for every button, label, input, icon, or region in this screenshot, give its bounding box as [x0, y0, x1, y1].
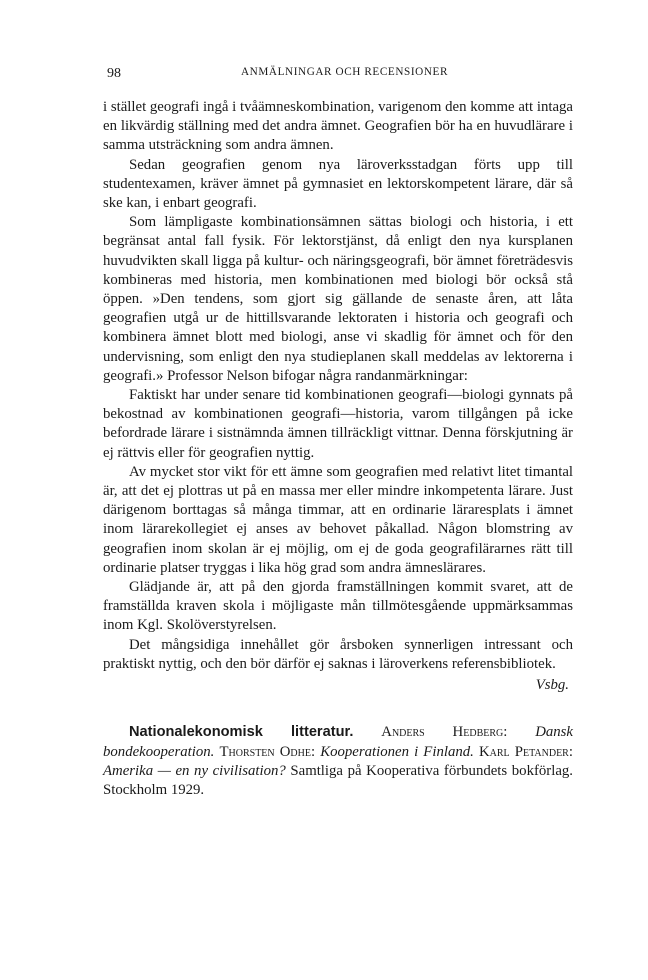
- paragraph: Som lämpligaste kombinationsämnen sättas biologi och historia, i ett begränsat antal fall fysik. För lektorstjänst, då enligt den nya kursplanen huvudvikten skall ligga på kultur- och näringsgeografi, bör ämnet företrädesvis kombineras med historia, men kombinationen med biologi bör också stå öppen. »Den tendens, som gjort sig gällande de senaste åren, att låta geografien utgå ur de hittillsvarande lektoraten i historia och geografi och kombinera ämnet blott med biologi, anse vi skadlig för ämnet och för den undervisning, som enligt den nya studieplanen skall meddelas av lektorerna i geografi.» Professor Nelson bifogar några randanmärkningar:: [103, 214, 573, 384]
- article-body: [103, 98, 573, 695]
- review-publisher: Samtliga på Kooperativa förbundets bokförlag. Stockholm 1929.: [103, 762, 574, 798]
- paragraph: Faktiskt har under senare tid kombinationen geografi—biologi gynnats på bekostnad av kombinationen geografi—historia, varom tillgången på icke befordrade lärare i sistnämnda ämnen tillräckligt vittnar. Denna förskjutning är ej rättvis eller för geografien nyttig.: [103, 387, 573, 461]
- paragraph: i stället geografi ingå i tvåämneskombination, varigenom den komme att intaga en likvärdig ställning med det andra ämnet. Geografien bör ha en huvudlärare i samma utsträckning som andra ämnen.: [103, 99, 573, 154]
- review-title: Nationalekonomisk litteratur.: [129, 724, 354, 741]
- page-number: 98: [107, 66, 121, 81]
- review-author: Karl Petander: [478, 743, 569, 760]
- paragraph: Sedan geografien genom nya läroverksstadgan förts upp till studentexamen, kräver ämnet på gymnasiet en lektorskompetent lärare, där så ske kan, i enbart geografi.: [103, 156, 573, 212]
- page-content: [103, 60, 573, 800]
- review-book-title: Kooperationen i Finland.: [320, 743, 474, 760]
- paragraph: Av mycket stor vikt för ett ämne som geografien med relativt litet timantal är, att det ej plottras ut på en massa mer eller mindre inkompetenta lärare. Just därigenom borttagas så många timmar, att en ordinarie läraresplats i ämnet inom lärarekollegiet ej anses av behovet påkallad. Någon blomstring av geografien inom skolan är ej möjlig, om ej de goda geografilärarnes rätt till ordinarie platser tryggas i lika hög grad som andra ämneslärares.: [103, 463, 573, 576]
- paragraph: Glädjande är, att på den gjorda framställningen kommit svaret, att de framställda kraven skola i möjligaste mån tillmötesgående uppmärksammas inom Kgl. Skolöverstyrelsen.: [103, 579, 573, 634]
- page-header: [103, 60, 573, 84]
- review-author: Anders Hedberg: [381, 724, 504, 741]
- review-book-title: Dansk bondekooperation.: [103, 724, 573, 760]
- reviewer-signature: Vsbg.: [535, 677, 569, 694]
- review-author: Thorsten Odhe: [219, 743, 311, 760]
- review-book-title: Amerika — en ny civilisation?: [103, 762, 286, 779]
- review-entry: Nationalekonomisk litteratur. Anders Hedberg: Dansk bondekooperation. Thorsten Odhe: Kooperationen i Finland. Karl Petander: Amerika — en ny civilisation? Samtliga på Kooperativa förbundets bokförlag. Stockholm 1929.: [103, 724, 574, 798]
- running-title: ANMÄLNINGAR OCH RECENSIONER: [241, 66, 449, 78]
- paragraph: Det mångsidiga innehållet gör årsboken synnerligen intressant och praktiskt nyttig, och den bör därför ej saknas i läroverkens referensbibliotek.: [103, 636, 573, 672]
